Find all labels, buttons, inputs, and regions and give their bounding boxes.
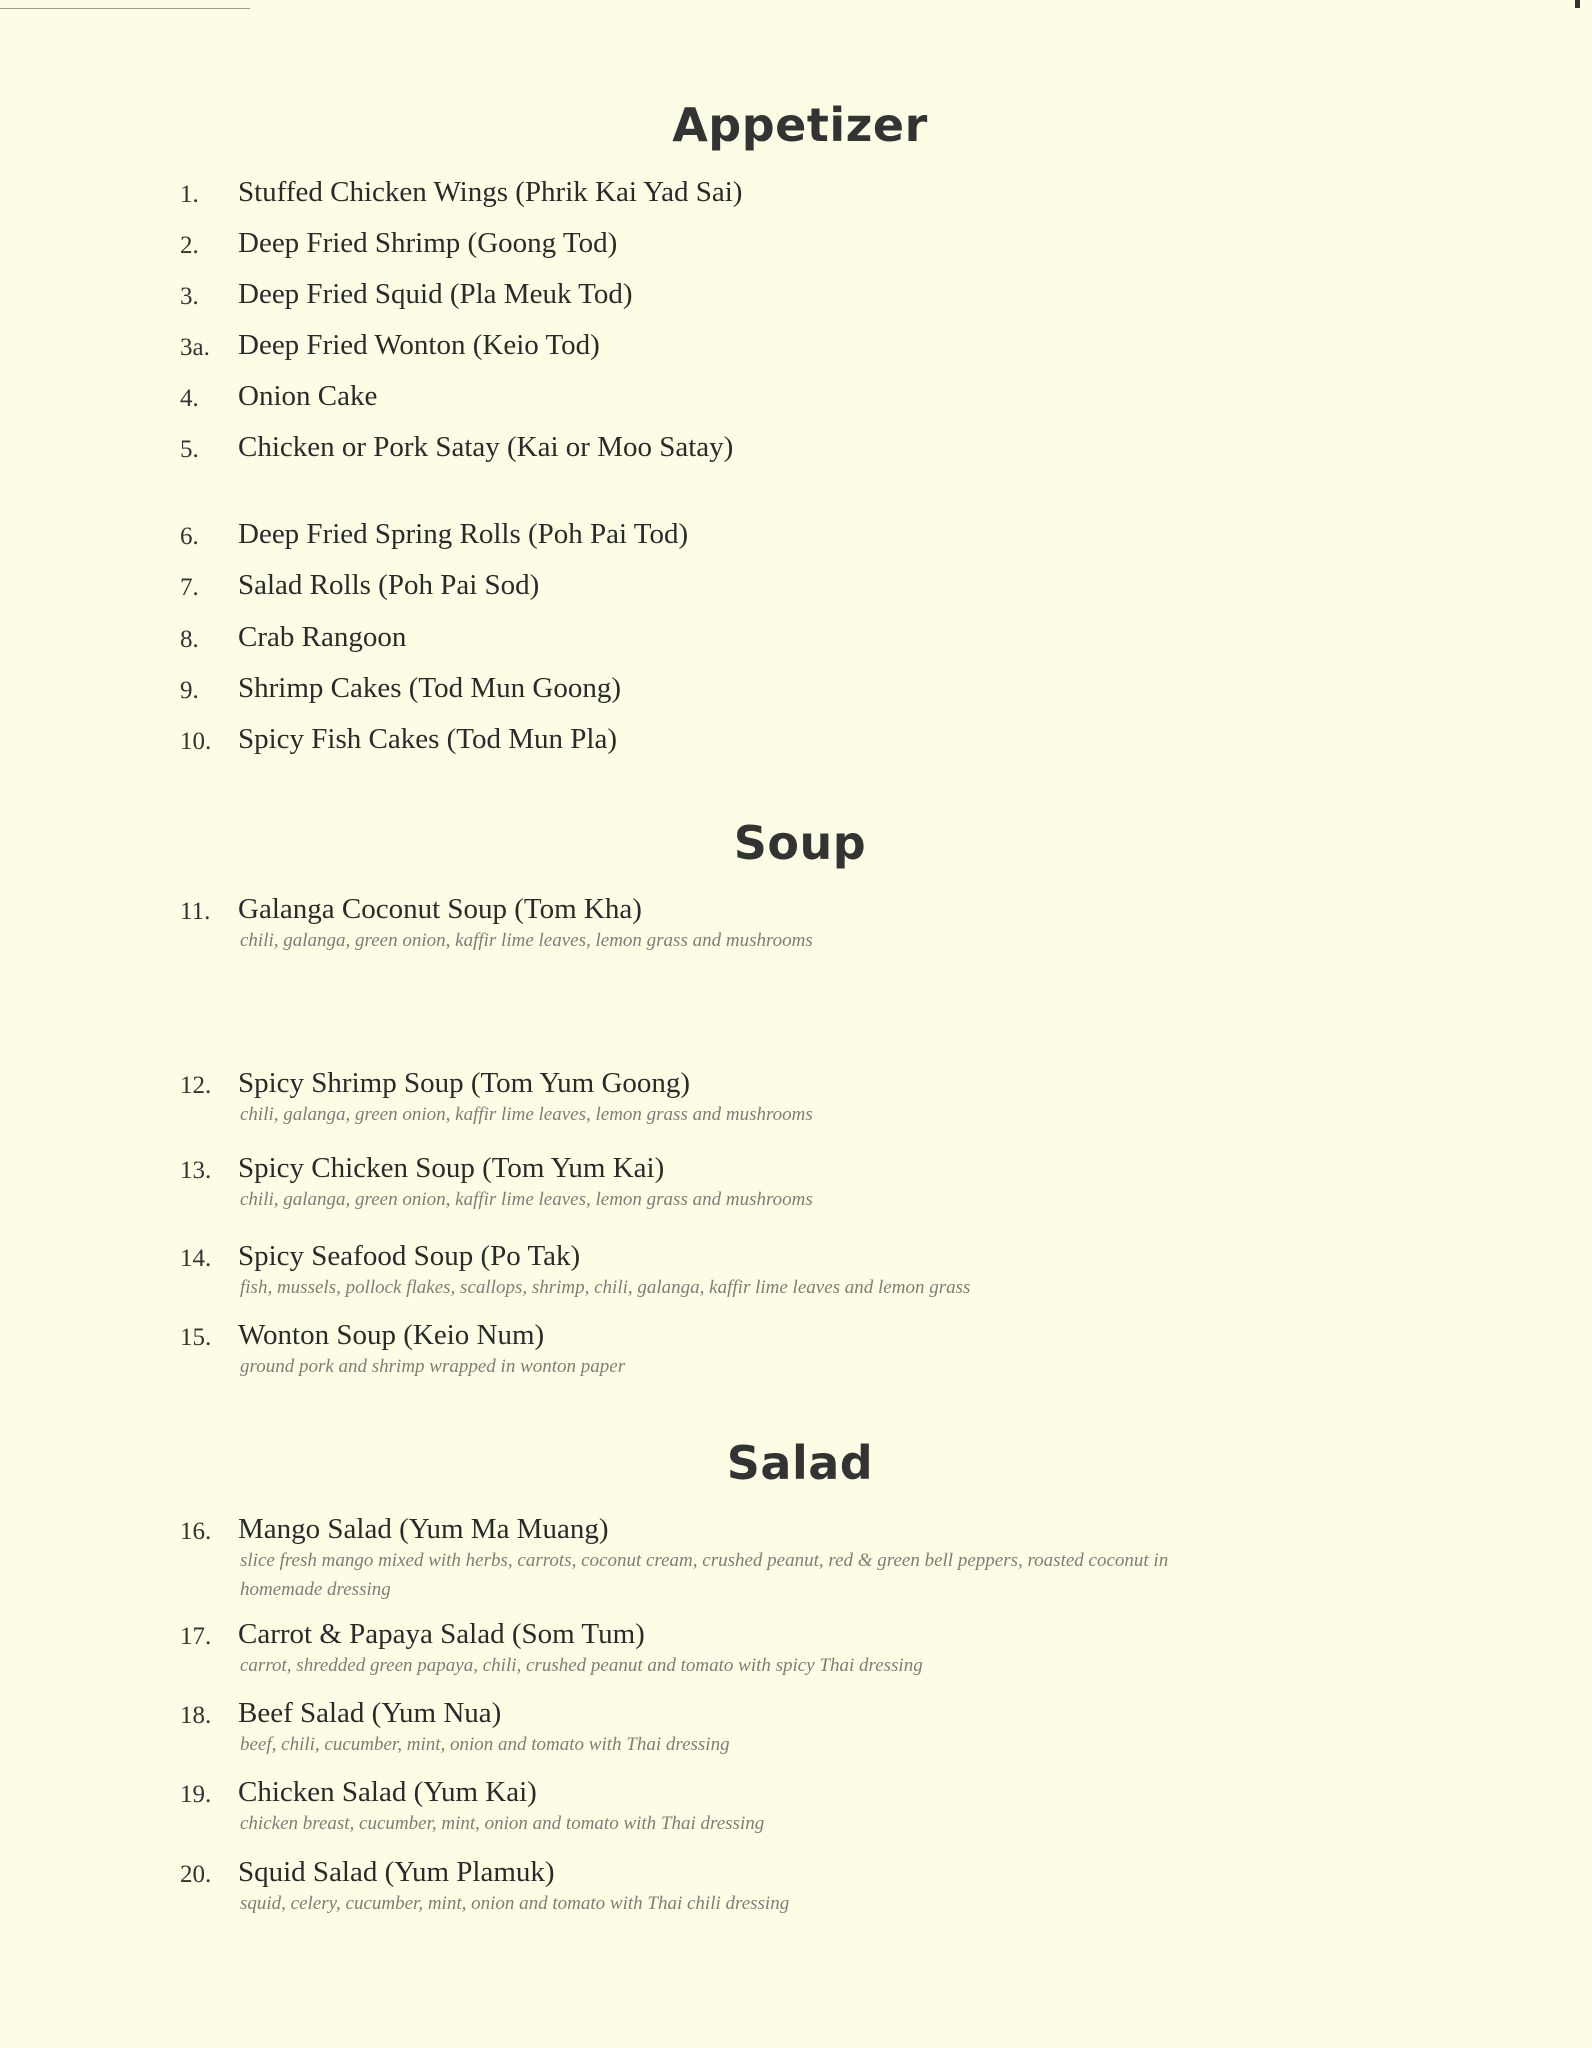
item-number: 9. xyxy=(180,677,199,704)
item-number: 4. xyxy=(180,385,199,412)
item-description: carrot, shredded green papaya, chili, crushed peanut and tomato with spicy Thai dressing xyxy=(240,1655,923,1676)
item-name: Spicy Shrimp Soup (Tom Yum Goong) xyxy=(238,1067,691,1099)
item-name: Mango Salad (Yum Ma Muang) xyxy=(238,1513,609,1545)
section-title-appetizer: Appetizer xyxy=(672,98,928,152)
item-number: 10. xyxy=(180,728,212,755)
item-name: Deep Fried Shrimp (Goong Tod) xyxy=(238,227,618,259)
scan-corner-mark xyxy=(1575,0,1580,8)
section-title-soup: Soup xyxy=(733,816,867,870)
item-name: Chicken or Pork Satay (Kai or Moo Satay) xyxy=(238,431,734,463)
item-name: Spicy Seafood Soup (Po Tak) xyxy=(238,1240,581,1272)
item-number: 6. xyxy=(180,523,199,550)
item-name: Shrimp Cakes (Tod Mun Goong) xyxy=(238,672,622,704)
item-number: 11. xyxy=(180,898,211,925)
item-description: chili, galanga, green onion, kaffir lime leaves, lemon grass and mushrooms xyxy=(240,1104,813,1125)
item-number: 20. xyxy=(180,1861,212,1888)
item-number: 14. xyxy=(180,1245,212,1272)
item-name: Squid Salad (Yum Plamuk) xyxy=(238,1856,555,1888)
item-name: Deep Fried Squid (Pla Meuk Tod) xyxy=(238,278,633,310)
item-name: Spicy Fish Cakes (Tod Mun Pla) xyxy=(238,723,617,755)
item-number: 18. xyxy=(180,1702,212,1729)
item-description: ground pork and shrimp wrapped in wonton paper xyxy=(240,1356,626,1377)
item-number: 5. xyxy=(180,436,199,463)
item-number: 16. xyxy=(180,1518,212,1545)
item-number: 1. xyxy=(180,181,199,208)
item-number: 8. xyxy=(180,626,199,653)
item-name: Chicken Salad (Yum Kai) xyxy=(238,1776,537,1808)
item-number: 13. xyxy=(180,1157,212,1184)
item-name: Deep Fried Wonton (Keio Tod) xyxy=(238,329,600,361)
item-name: Crab Rangoon xyxy=(238,621,407,653)
item-name: Wonton Soup (Keio Num) xyxy=(238,1319,545,1351)
scan-edge-line xyxy=(0,8,250,9)
item-number: 17. xyxy=(180,1623,212,1650)
item-description: chili, galanga, green onion, kaffir lime leaves, lemon grass and mushrooms xyxy=(240,1189,813,1210)
item-name: Onion Cake xyxy=(238,380,378,412)
item-description: fish, mussels, pollock flakes, scallops, shrimp, chili, galanga, kaffir lime leaves and lemon grass xyxy=(240,1277,971,1298)
item-number: 3a. xyxy=(180,334,210,361)
item-name: Salad Rolls (Poh Pai Sod) xyxy=(238,569,540,601)
item-description: beef, chili, cucumber, mint, onion and tomato with Thai dressing xyxy=(240,1734,730,1755)
item-description: slice fresh mango mixed with herbs, carrots, coconut cream, crushed peanut, red & green bell peppers, roasted coconut in homemade dressing xyxy=(240,1550,1169,1600)
item-number: 12. xyxy=(180,1072,212,1099)
item-number: 3. xyxy=(180,283,199,310)
item-number: 7. xyxy=(180,574,199,601)
item-name: Deep Fried Spring Rolls (Poh Pai Tod) xyxy=(238,518,689,550)
item-name: Stuffed Chicken Wings (Phrik Kai Yad Sai) xyxy=(238,176,743,208)
item-name: Carrot & Papaya Salad (Som Tum) xyxy=(238,1618,645,1650)
item-name: Galanga Coconut Soup (Tom Kha) xyxy=(238,893,642,925)
item-number: 2. xyxy=(180,232,199,259)
item-description: chicken breast, cucumber, mint, onion and tomato with Thai dressing xyxy=(240,1813,765,1834)
item-number: 15. xyxy=(180,1324,212,1351)
item-description: chili, galanga, green onion, kaffir lime leaves, lemon grass and mushrooms xyxy=(240,930,813,951)
item-description: squid, celery, cucumber, mint, onion and tomato with Thai chili dressing xyxy=(240,1893,790,1914)
item-number: 19. xyxy=(180,1781,212,1808)
section-title-salad: Salad xyxy=(726,1436,874,1490)
item-name: Spicy Chicken Soup (Tom Yum Kai) xyxy=(238,1152,665,1184)
item-name: Beef Salad (Yum Nua) xyxy=(238,1697,502,1729)
